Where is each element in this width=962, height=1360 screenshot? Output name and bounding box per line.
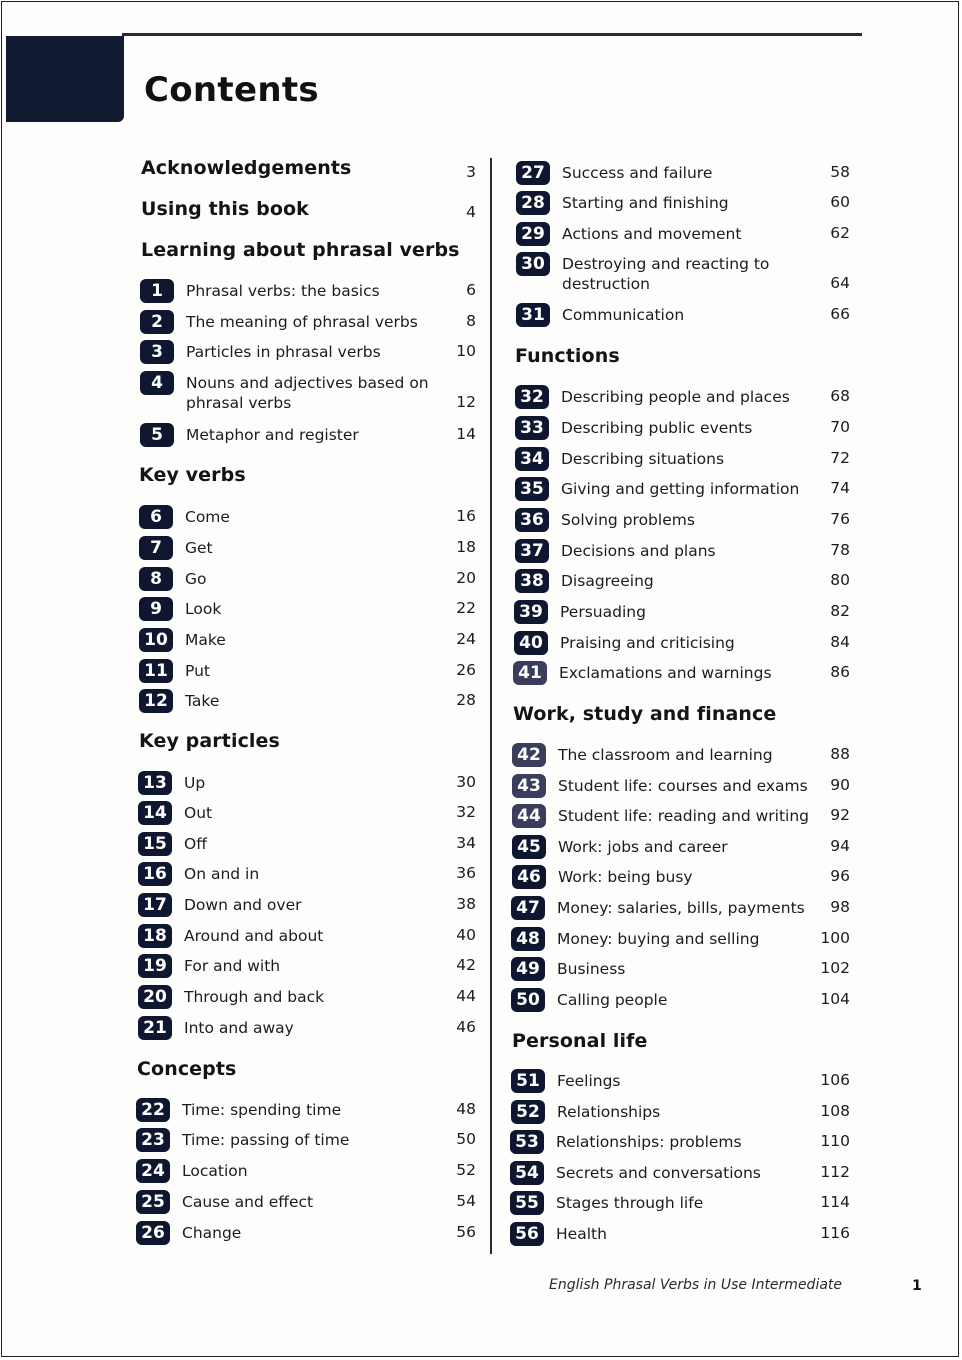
- unit-title: The classroom and learning: [558, 746, 773, 764]
- unit-number-badge: 56: [510, 1222, 544, 1246]
- unit-title: Work: being busy: [558, 868, 693, 886]
- unit-page-number: 22: [456, 599, 476, 617]
- unit-title: Describing situations: [561, 450, 725, 468]
- unit-page-number: 52: [456, 1161, 476, 1179]
- unit-page-number: 90: [830, 776, 850, 794]
- unit-page-number: 102: [820, 959, 850, 977]
- unit-number-badge: 49: [511, 957, 545, 981]
- unit-number-badge: 13: [138, 771, 172, 795]
- unit-title: Get: [185, 539, 213, 557]
- section-concepts: Concepts: [137, 1058, 237, 1080]
- section-key-particles: Key particles: [139, 730, 280, 752]
- unit-title: Praising and criticising: [560, 634, 735, 652]
- unit-number-badge: 21: [138, 1016, 172, 1040]
- unit-page-number: 48: [456, 1100, 476, 1118]
- unit-number-badge: 9: [139, 597, 173, 621]
- unit-title: Work: jobs and career: [558, 838, 728, 856]
- unit-page-number: 64: [830, 274, 850, 292]
- unit-number-badge: 47: [511, 896, 545, 920]
- unit-number-badge: 19: [138, 954, 172, 978]
- unit-title: Describing people and places: [561, 388, 790, 406]
- unit-number-badge: 35: [515, 477, 549, 501]
- unit-page-number: 92: [830, 806, 850, 824]
- unit-page-number: 94: [830, 837, 850, 855]
- unit-page-number: 18: [456, 538, 476, 556]
- unit-page-number: 50: [456, 1130, 476, 1148]
- unit-page-number: 34: [456, 834, 476, 852]
- page-acknowledgements: 3: [466, 163, 476, 181]
- unit-title: Student life: courses and exams: [558, 777, 808, 795]
- unit-title: Out: [184, 804, 213, 822]
- unit-page-number: 112: [820, 1163, 850, 1181]
- unit-page-number: 38: [456, 895, 476, 913]
- unit-title: On and in: [184, 865, 260, 883]
- unit-page-number: 110: [820, 1132, 850, 1150]
- unit-number-badge: 43: [512, 774, 546, 798]
- unit-title: Success and failure: [562, 164, 713, 182]
- unit-title: [562, 254, 769, 294]
- unit-number-badge: 39: [514, 600, 548, 624]
- unit-title-line-2: destruction: [562, 275, 650, 293]
- unit-page-number: 80: [830, 571, 850, 589]
- top-rule: [122, 33, 862, 36]
- unit-number-badge: 46: [512, 865, 546, 889]
- header-color-block: [6, 36, 124, 122]
- unit-title: Put: [185, 662, 210, 680]
- unit-page-number: 74: [830, 479, 850, 497]
- unit-title: Communication: [562, 306, 685, 324]
- unit-page-number: 114: [820, 1193, 850, 1211]
- unit-number-badge: 52: [511, 1100, 545, 1124]
- unit-number-badge: 15: [138, 832, 172, 856]
- unit-page-number: 8: [466, 312, 476, 330]
- unit-page-number: 24: [456, 630, 476, 648]
- unit-page-number: 14: [456, 425, 476, 443]
- unit-page-number: 78: [830, 541, 850, 559]
- unit-number-badge: 17: [138, 893, 172, 917]
- unit-number-badge: 14: [138, 801, 172, 825]
- unit-title: [186, 373, 429, 413]
- section-acknowledgements[interactable]: Acknowledgements: [141, 157, 352, 179]
- unit-page-number: 84: [830, 633, 850, 651]
- unit-page-number: 40: [456, 926, 476, 944]
- section-personal-life: Personal life: [512, 1030, 648, 1052]
- unit-number-badge: 4: [140, 371, 174, 395]
- unit-number-badge: 44: [512, 804, 546, 828]
- unit-number-badge: 42: [512, 743, 546, 767]
- unit-page-number: 104: [820, 990, 850, 1008]
- unit-page-number: 10: [456, 342, 476, 360]
- unit-page-number: 20: [456, 569, 476, 587]
- unit-number-badge: 37: [515, 539, 549, 563]
- unit-title: Decisions and plans: [561, 542, 716, 560]
- unit-title: Take: [185, 692, 220, 710]
- unit-page-number: 56: [456, 1223, 476, 1241]
- unit-page-number: 32: [456, 803, 476, 821]
- unit-title: Particles in phrasal verbs: [186, 343, 381, 361]
- unit-number-badge: 18: [138, 924, 172, 948]
- unit-page-number: 76: [830, 510, 850, 528]
- unit-number-badge: 40: [514, 631, 548, 655]
- unit-title: Secrets and conversations: [556, 1164, 761, 1182]
- unit-page-number: 82: [830, 602, 850, 620]
- unit-page-number: 6: [466, 281, 476, 299]
- unit-page-number: 44: [456, 987, 476, 1005]
- unit-number-badge: 32: [515, 385, 549, 409]
- unit-number-badge: 31: [516, 303, 550, 327]
- footer-page-number: 1: [912, 1278, 922, 1294]
- unit-title: Disagreeing: [561, 572, 654, 590]
- unit-page-number: 16: [456, 507, 476, 525]
- unit-title: Down and over: [184, 896, 302, 914]
- unit-title: Change: [182, 1224, 242, 1242]
- section-functions: Functions: [515, 345, 620, 367]
- section-key-verbs: Key verbs: [139, 464, 246, 486]
- unit-number-badge: 38: [515, 569, 549, 593]
- unit-number-badge: 1: [140, 279, 174, 303]
- page-title: Contents: [144, 70, 319, 110]
- unit-page-number: 98: [830, 898, 850, 916]
- unit-title: Cause and effect: [182, 1193, 314, 1211]
- unit-page-number: 62: [830, 224, 850, 242]
- unit-number-badge: 12: [139, 689, 173, 713]
- unit-number-badge: 53: [510, 1130, 544, 1154]
- unit-title: Health: [556, 1225, 607, 1243]
- unit-number-badge: 20: [138, 985, 172, 1009]
- unit-number-badge: 41: [513, 661, 547, 685]
- unit-title: Go: [185, 570, 207, 588]
- unit-number-badge: 34: [515, 447, 549, 471]
- unit-page-number: 42: [456, 956, 476, 974]
- unit-title: Starting and finishing: [562, 194, 729, 212]
- unit-number-badge: 26: [136, 1221, 170, 1245]
- unit-page-number: 70: [830, 418, 850, 436]
- unit-number-badge: 27: [516, 161, 550, 185]
- unit-title: Time: spending time: [182, 1101, 342, 1119]
- unit-title: Describing public events: [561, 419, 753, 437]
- unit-title-line-1: Destroying and reacting to: [562, 255, 770, 273]
- unit-number-badge: 25: [136, 1190, 170, 1214]
- unit-page-number: 68: [830, 387, 850, 405]
- section-work-study-finance: Work, study and finance: [513, 703, 777, 725]
- unit-page-number: 36: [456, 864, 476, 882]
- unit-title: Exclamations and warnings: [559, 664, 772, 682]
- unit-number-badge: 55: [510, 1191, 544, 1215]
- section-using-this-book[interactable]: Using this book: [141, 198, 309, 220]
- unit-title: The meaning of phrasal verbs: [186, 313, 418, 331]
- unit-number-badge: 23: [136, 1128, 170, 1152]
- unit-title: Into and away: [184, 1019, 294, 1037]
- unit-page-number: 30: [456, 773, 476, 791]
- unit-number-badge: 33: [515, 416, 549, 440]
- unit-title: Giving and getting information: [561, 480, 800, 498]
- unit-title: Actions and movement: [562, 225, 742, 243]
- unit-page-number: 46: [456, 1018, 476, 1036]
- unit-number-badge: 50: [511, 988, 545, 1012]
- unit-title: Calling people: [557, 991, 668, 1009]
- unit-title: Off: [184, 835, 207, 853]
- unit-number-badge: 48: [511, 927, 545, 951]
- unit-number-badge: 7: [139, 536, 173, 560]
- unit-number-badge: 6: [139, 505, 173, 529]
- unit-page-number: 58: [830, 163, 850, 181]
- unit-title: Persuading: [560, 603, 646, 621]
- unit-number-badge: 30: [516, 252, 550, 276]
- unit-title: Look: [185, 600, 222, 618]
- unit-title: Feelings: [557, 1072, 621, 1090]
- unit-title: Solving problems: [561, 511, 695, 529]
- unit-number-badge: 8: [139, 567, 173, 591]
- unit-page-number: 60: [830, 193, 850, 211]
- unit-page-number: 12: [456, 393, 476, 411]
- unit-page-number: 72: [830, 449, 850, 467]
- unit-title: Relationships: [557, 1103, 661, 1121]
- unit-number-badge: 16: [138, 862, 172, 886]
- unit-number-badge: 10: [139, 628, 173, 652]
- unit-page-number: 96: [830, 867, 850, 885]
- unit-number-badge: 28: [516, 191, 550, 215]
- unit-title: Through and back: [184, 988, 325, 1006]
- unit-number-badge: 3: [140, 340, 174, 364]
- unit-number-badge: 5: [140, 423, 174, 447]
- unit-number-badge: 51: [511, 1069, 545, 1093]
- unit-title: Relationships: problems: [556, 1133, 742, 1151]
- unit-number-badge: 54: [510, 1161, 544, 1185]
- unit-title: Money: salaries, bills, payments: [557, 899, 805, 917]
- unit-number-badge: 11: [139, 659, 173, 683]
- unit-title: Student life: reading and writing: [558, 807, 809, 825]
- section-learning-about-phrasal-verbs: Learning about phrasal verbs: [141, 239, 460, 261]
- unit-page-number: 88: [830, 745, 850, 763]
- unit-page-number: 106: [820, 1071, 850, 1089]
- unit-page-number: 100: [820, 929, 850, 947]
- unit-title: Up: [184, 774, 206, 792]
- unit-title: Phrasal verbs: the basics: [186, 282, 380, 300]
- unit-title: Around and about: [184, 927, 324, 945]
- unit-number-badge: 24: [136, 1159, 170, 1183]
- unit-title: Come: [185, 508, 230, 526]
- unit-page-number: 116: [820, 1224, 850, 1242]
- unit-number-badge: 29: [516, 222, 550, 246]
- unit-title: Money: buying and selling: [557, 930, 760, 948]
- column-divider: [490, 158, 492, 1254]
- unit-title-line-1: Nouns and adjectives based on: [186, 374, 429, 392]
- unit-title-line-2: phrasal verbs: [186, 394, 292, 412]
- unit-title: Metaphor and register: [186, 426, 359, 444]
- unit-page-number: 108: [820, 1102, 850, 1120]
- unit-number-badge: 36: [515, 508, 549, 532]
- unit-title: Business: [557, 960, 626, 978]
- unit-title: Time: passing of time: [182, 1131, 350, 1149]
- unit-number-badge: 45: [512, 835, 546, 859]
- unit-page-number: 54: [456, 1192, 476, 1210]
- unit-title: Stages through life: [556, 1194, 704, 1212]
- unit-title: Location: [182, 1162, 248, 1180]
- unit-page-number: 28: [456, 691, 476, 709]
- unit-number-badge: 22: [136, 1098, 170, 1122]
- unit-number-badge: 2: [140, 310, 174, 334]
- unit-page-number: 66: [830, 305, 850, 323]
- unit-title: Make: [185, 631, 226, 649]
- unit-page-number: 86: [830, 663, 850, 681]
- page-using-this-book: 4: [466, 203, 476, 221]
- footer-book-title: English Phrasal Verbs in Use Intermediate: [549, 1277, 843, 1293]
- unit-title: For and with: [184, 957, 281, 975]
- unit-page-number: 26: [456, 661, 476, 679]
